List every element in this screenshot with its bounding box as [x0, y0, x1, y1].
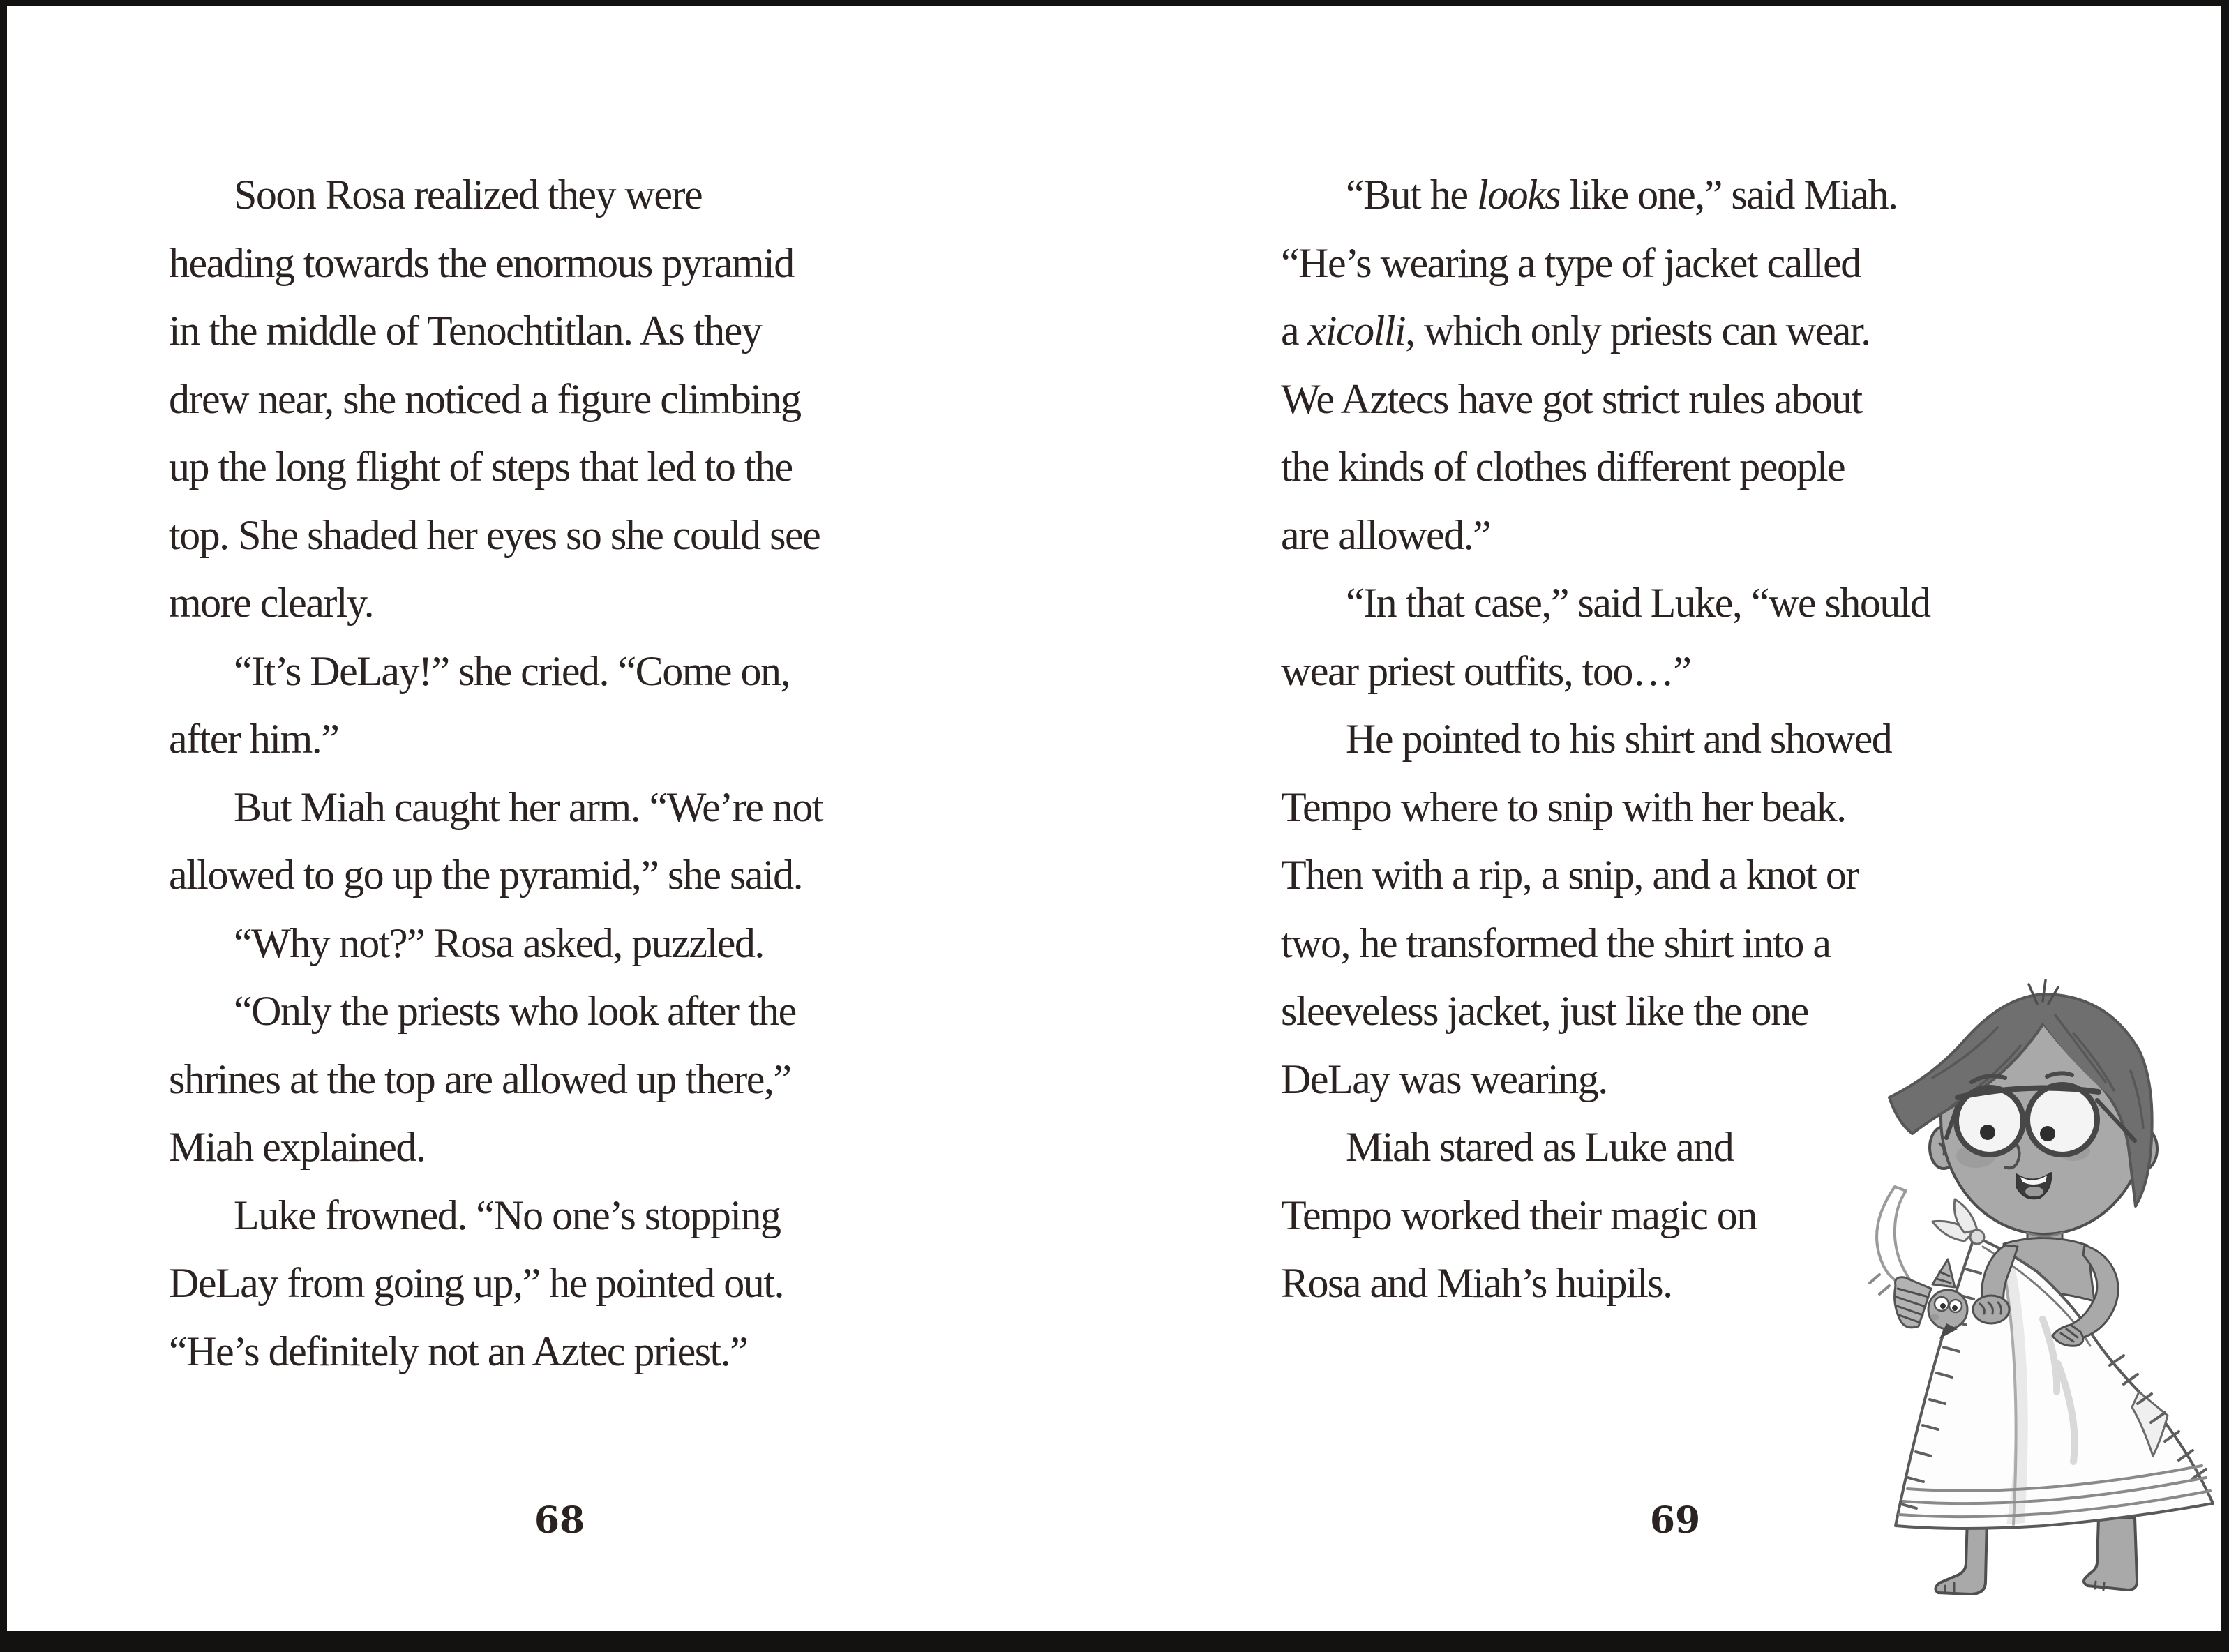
text-segment: up the long flight of steps that led to the: [169, 444, 793, 490]
page-number-69: 69: [1649, 1499, 1701, 1542]
text-line: [169, 1182, 950, 1250]
text-line: [169, 1318, 950, 1386]
miah-illustration: [1828, 973, 2229, 1605]
text-segment: But Miah caught her arm. “We’re not: [234, 783, 823, 830]
text-segment: like one,” said Miah.: [1560, 172, 1898, 218]
text-line: [1281, 705, 2069, 774]
text-segment: heading towards the enormous pyramid: [169, 239, 794, 286]
text-segment: “Why not?” Rosa asked, puzzled.: [234, 919, 764, 966]
text-segment: “He’s wearing a type of jacket called: [1281, 239, 1861, 286]
page-number-68: 68: [534, 1499, 585, 1542]
text-line: [169, 161, 950, 230]
text-segment: Miah stared as Luke and: [1346, 1124, 1734, 1170]
text-line: [1281, 297, 2069, 366]
text-segment: looks: [1476, 172, 1561, 218]
text-segment: , which only priests can wear.: [1405, 308, 1870, 354]
text-line: [169, 569, 950, 638]
text-segment: are allowed.”: [1281, 511, 1491, 558]
text-line: [169, 841, 950, 910]
text-segment: the kinds of clothes different people: [1281, 444, 1845, 490]
text-segment: Then with a rip, a snip, and a knot or: [1281, 852, 1859, 898]
text-line: [169, 705, 950, 774]
text-line: [1281, 433, 2069, 502]
text-line: [169, 1046, 950, 1114]
text-line: [169, 910, 950, 978]
text-line: [1281, 366, 2069, 434]
text-segment: DeLay from going up,” he pointed out.: [169, 1260, 783, 1306]
text-segment: two, he transformed the shirt into a: [1281, 919, 1831, 966]
text-segment: We Aztecs have got strict rules about: [1281, 375, 1862, 422]
miah-head: [1889, 980, 2157, 1236]
text-segment: Tempo worked their magic on: [1281, 1192, 1757, 1238]
text-segment: Soon Rosa realized they were: [234, 172, 703, 218]
text-line: [169, 774, 950, 842]
text-line: [1281, 910, 2069, 978]
text-line: [169, 638, 950, 706]
text-segment: DeLay was wearing.: [1281, 1056, 1607, 1102]
text-line: [169, 1249, 950, 1318]
text-line: [1281, 774, 2069, 842]
text-segment: “Only the priests who look after the: [234, 988, 796, 1034]
text-segment: drew near, she noticed a figure climbing: [169, 375, 801, 422]
text-segment: sleeveless jacket, just like the one: [1281, 988, 1808, 1034]
text-line: [1281, 502, 2069, 570]
text-segment: “But he: [1346, 172, 1477, 218]
text-line: [1281, 841, 2069, 910]
text-segment: more clearly.: [169, 580, 374, 626]
text-segment: Luke frowned. “No one’s stopping: [234, 1192, 781, 1238]
text-line: [169, 297, 950, 366]
text-line: [1281, 161, 2069, 230]
text-segment: in the middle of Tenochtitlan. As they: [169, 308, 762, 354]
text-segment: a: [1281, 308, 1308, 354]
text-line: [1281, 638, 2069, 706]
page-surface: [7, 6, 2221, 1631]
text-line: [169, 366, 950, 434]
text-segment: Tempo where to snip with her beak.: [1281, 783, 1846, 830]
text-line: [169, 433, 950, 502]
text-segment: Miah explained.: [169, 1124, 426, 1170]
text-segment: “It’s DeLay!” she cried. “Come on,: [234, 647, 790, 694]
text-segment: “In that case,” said Luke, “we should: [1346, 580, 1930, 626]
text-line: [1281, 230, 2069, 298]
text-segment: Rosa and Miah’s huipils.: [1281, 1260, 1672, 1306]
text-segment: “He’s definitely not an Aztec priest.”: [169, 1328, 748, 1374]
text-line: [1281, 569, 2069, 638]
text-segment: shrines at the top are allowed up there,”: [169, 1056, 791, 1102]
text-segment: top. She shaded her eyes so she could see: [169, 511, 820, 558]
text-segment: wear priest outfits, too…”: [1281, 647, 1691, 694]
text-segment: He pointed to his shirt and showed: [1346, 716, 1892, 762]
text-segment: xicolli: [1307, 308, 1406, 354]
text-line: [169, 230, 950, 298]
text-segment: after him.”: [169, 716, 339, 762]
text-line: [169, 502, 950, 570]
text-line: [169, 1113, 950, 1182]
text-line: [169, 977, 950, 1046]
text-segment: allowed to go up the pyramid,” she said.: [169, 852, 803, 898]
page-68-text: [169, 161, 950, 1386]
